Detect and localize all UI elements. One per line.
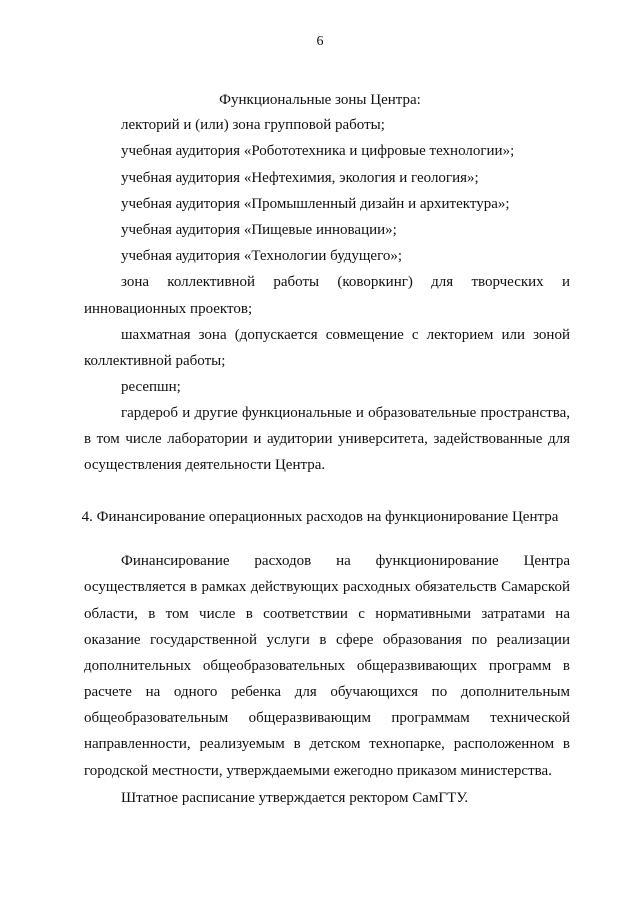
zones-heading: Функциональные зоны Центра:: [219, 92, 421, 108]
paragraph-line: осуществляется в рамках действующих расходных обязательств Самарской: [84, 579, 570, 595]
zone-line: осуществления деятельности Центра.: [84, 457, 326, 473]
paragraph-line: общеобразовательным общеразвивающим программам технической: [84, 710, 570, 726]
staff-schedule-line: Штатное расписание утверждается ректором СамГТУ.: [121, 790, 469, 806]
zone-line: зона коллективной работы (коворкинг) для творческих и: [121, 274, 570, 290]
zone-line: инновационных проектов;: [84, 301, 253, 317]
zone-line: гардероб и другие функциональные и образовательные пространства,: [121, 405, 570, 421]
zone-line: учебная аудитория «Промышленный дизайн и архитектура»;: [121, 196, 510, 212]
section-heading: 4. Финансирование операционных расходов на функционирование Центра: [81, 509, 559, 525]
zone-line: в том числе лаборатории и аудитории университета, задействованные для: [84, 431, 570, 447]
zone-line: учебная аудитория «Робототехника и цифровые технологии»;: [121, 143, 515, 159]
zone-line: учебная аудитория «Пищевые инновации»;: [121, 222, 397, 238]
zone-line: учебная аудитория «Технологии будущего»;: [121, 248, 403, 264]
paragraph-line: оказание государственной услуги в сфере образования по реализации: [84, 632, 570, 648]
paragraph-line: области, в том числе в соответствии с нормативными затратами на: [84, 606, 570, 622]
zone-line: коллективной работы;: [84, 353, 226, 369]
paragraph-line: направленности, реализуемым в детском технопарке, расположенном в: [84, 736, 570, 752]
paragraph-line: расчете на одного ребенка для обучающихся по дополнительным: [84, 684, 570, 700]
page-number: 6: [316, 34, 324, 49]
paragraph-line: дополнительных общеобразовательных общеразвивающих программ в: [84, 658, 570, 674]
paragraph-line: Финансирование расходов на функционирование Центра: [121, 553, 570, 569]
zone-line: шахматная зона (допускается совмещение с лекторием или зоной: [121, 327, 570, 343]
paragraph-line: городской местности, утверждаемыми ежегодно приказом министерства.: [84, 763, 552, 779]
zone-line: лекторий и (или) зона групповой работы;: [121, 117, 385, 133]
zone-line: учебная аудитория «Нефтехимия, экология и геология»;: [121, 170, 479, 186]
zone-line: ресепшн;: [121, 379, 181, 395]
